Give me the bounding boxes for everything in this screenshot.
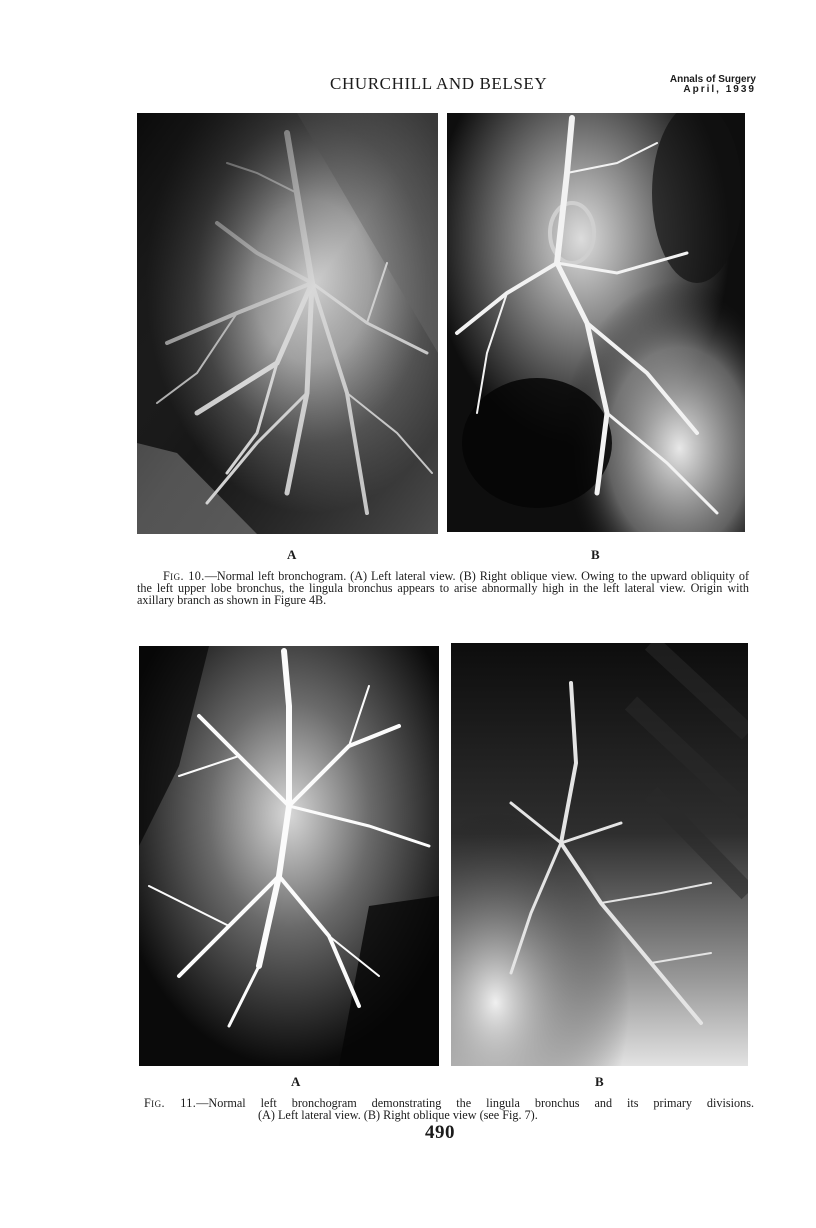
figure-11-caption-text-1: —Normal left bronchogram demonstrating the lingula bronchus and its primary divisions. <box>196 1096 754 1110</box>
figure-10-panel-a-radiograph <box>137 113 438 534</box>
figure-10-caption-text: —Normal left bronchogram. (A) Left lateral view. (B) Right oblique view. Owing to the upward obliquity of the left upper lobe bronchus, the lingula bronchus appears to arise abnormally high in the left lateral view. Origin with axillary branch as shown in Figure 4B. <box>137 569 750 607</box>
figure-10-panel-b-radiograph <box>447 113 745 532</box>
figure-11-caption <box>144 1097 754 1121</box>
journal-name: Annals of Surgery <box>669 74 756 85</box>
figure-10-label-a: A <box>287 547 297 562</box>
journal-issue <box>670 75 756 95</box>
figure-11-panel-b-radiograph <box>451 643 748 1066</box>
figure-10-label-b: B <box>591 547 600 562</box>
figure-10-caption-label: Fig. 10. <box>163 569 205 583</box>
figure-11-label-b: B <box>595 1074 604 1089</box>
running-title: CHURCHILL AND BELSEY <box>330 74 548 93</box>
page-number: 490 <box>425 1122 455 1143</box>
issue-date: April, 1939 <box>683 84 756 95</box>
figure-11-panel-a-radiograph <box>139 646 439 1066</box>
figure-11-label-a: A <box>291 1074 301 1089</box>
figure-11-caption-label: Fig. 11. <box>144 1096 197 1110</box>
figure-10-caption <box>137 570 749 606</box>
figure-11-caption-line-2: (A) Left lateral view. (B) Right oblique view (see Fig. 7). <box>258 1108 538 1122</box>
